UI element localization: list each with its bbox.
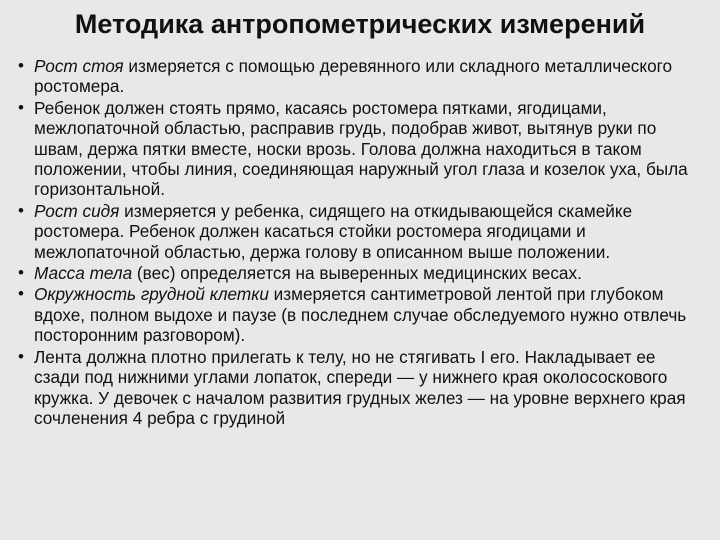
bullet-text: Лента должна плотно прилегать к телу, но не стягивать I его. Накладывает ее сзади под нижними углами лопаток, спереди — у нижнего края околососкового кружка. У девочек с началом развития грудных желез — на уровне верхнего края сочленения 4 ребра с грудиной [34, 346, 686, 428]
bullet-item [18, 284, 702, 345]
bullet-item [18, 56, 702, 97]
bullet-text: измеряется с помощью деревянного или складного металлического ростомера. [34, 56, 673, 97]
bullet-emphasis: Рост стоя [34, 56, 124, 76]
bullet-emphasis: Масса тела [34, 263, 133, 284]
bullet-dot: • [18, 200, 24, 220]
bullet-dot: • [18, 97, 24, 117]
bullet-text: Ребенок должен стоять прямо, касаясь ростомера пятками, ягодицами, межлопаточной областью, расправив грудь, подобрав живот, вытянув руки по швам, держа пятки вместе, носки врозь. Голова должна находиться в таком положении, чтобы линия, соединяющая наружный угол глаза и козелок уха, была горизонтальной. [34, 97, 688, 200]
bullet-text: (вес) определяется на выверенных медицинских весах. [132, 263, 582, 284]
bullet-emphasis: Окружность грудной клетки [34, 284, 269, 305]
bullet-dot: • [18, 284, 24, 304]
bullet-list [18, 56, 702, 428]
bullet-text: измеряется сантиметровой лентой при глубоком вдохе, полном выдохе и паузе (в последнем случае обследуемого нужно отвлечь посторонним разговором). [34, 284, 687, 346]
bullet-emphasis: Рост сидя [34, 200, 120, 221]
bullet-text: измеряется у ребенка, сидящего на откидывающейся скамейке ростомера. Ребенок должен касаться стойки ростомера ягодицами и межлопаточной областью, держа голову в описанном выше положении. [34, 200, 633, 262]
slide-title: Методика антропометрических измерений [74, 9, 646, 39]
bullet-item [18, 347, 702, 429]
bullet-dot: • [18, 346, 24, 366]
bullet-item [18, 98, 702, 200]
bullet-dot: • [18, 56, 24, 75]
bullet-item [18, 263, 702, 283]
bullet-item [18, 201, 702, 262]
bullet-dot: • [18, 263, 24, 283]
